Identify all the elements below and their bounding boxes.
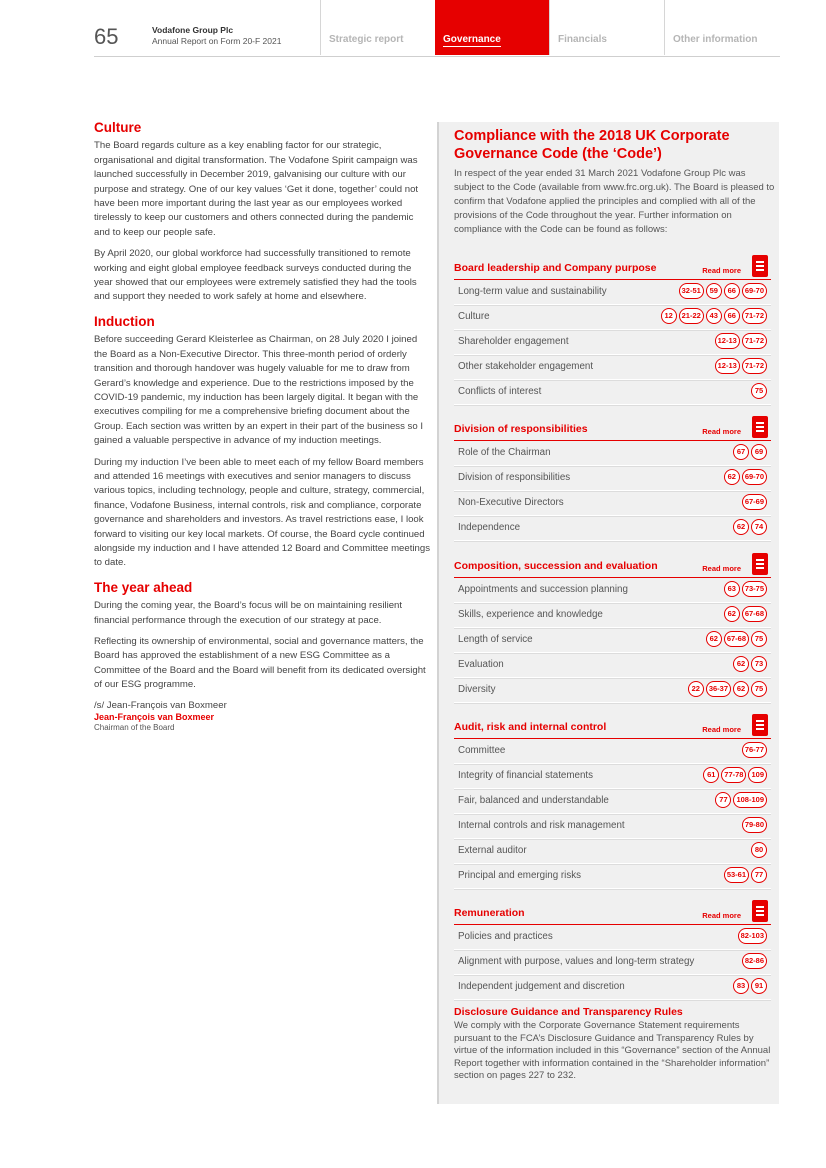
panel-intro: In respect of the year ended 31 March 2021 Vodafone Group Plc was subject to the Code (available from www.frc.org.uk). The Board is pleased to confirm that Vodafone applied the principles and complied with all of the provisions of the Code throughout the year. Further information on compliance with the Code can be found as follows: <box>454 168 775 235</box>
document-icon[interactable] <box>752 900 768 922</box>
section-header <box>454 255 771 280</box>
page-reference-badge[interactable]: 43 <box>706 308 722 324</box>
compliance-row <box>454 355 771 380</box>
page-reference-badge[interactable]: 108-109 <box>733 792 767 808</box>
row-label: Integrity of financial statements <box>458 770 594 781</box>
row-label: Other stakeholder engagement <box>458 361 594 372</box>
year-ahead-paragraph: During the coming year, the Board’s focus will be on maintaining resilient financial performance through the execution of our strategy at pace. <box>94 600 403 626</box>
compliance-row <box>454 491 771 516</box>
compliance-section <box>454 714 771 889</box>
page-reference-badge[interactable]: 71-72 <box>742 308 767 324</box>
read-more-link[interactable]: Read more <box>702 564 741 573</box>
compliance-row <box>454 975 771 1000</box>
row-label: Fair, balanced and understandable <box>458 795 609 806</box>
page-reference-badge[interactable]: 32-51 <box>679 283 704 299</box>
disclosure-heading: Disclosure Guidance and Transparency Rules <box>454 1006 683 1018</box>
compliance-row <box>454 925 771 950</box>
page-reference-badge[interactable]: 82-103 <box>738 928 767 944</box>
page-reference-badge[interactable]: 66 <box>724 308 740 324</box>
compliance-panel <box>437 122 779 1104</box>
page-reference-badge[interactable]: 83 <box>733 978 749 994</box>
page-reference-badge[interactable]: 74 <box>751 519 767 535</box>
compliance-row <box>454 516 771 541</box>
panel-title: Compliance with the 2018 UK Corporate Governance Code (the ‘Code’) <box>454 128 730 162</box>
compliance-row <box>454 441 771 466</box>
page-references <box>703 767 767 783</box>
page-references <box>679 283 767 299</box>
culture-paragraph: The Board regards culture as a key enabling factor for our strategic, organisational and digital transformation. The Vodafone Spirit campaign was launched successfully in December 2019, galvanising our culture with our purpose and strategy. One of our key values ‘Get it done, together’ could not have been more important during the last year as our employees worked tirelessly to keep our customers and others connected during the pandemic and to keep our people safe. <box>94 140 419 238</box>
page-reference-badge[interactable]: 91 <box>751 978 767 994</box>
compliance-section <box>454 553 771 703</box>
page-reference-badge[interactable]: 79-80 <box>742 817 767 833</box>
read-more-link[interactable]: Read more <box>702 266 741 275</box>
section-header <box>454 714 771 739</box>
page-reference-badge[interactable]: 69-70 <box>742 469 767 485</box>
tab-strategic-report[interactable] <box>320 0 435 55</box>
section-title: Composition, succession and evaluation <box>454 560 658 572</box>
page-reference-badge[interactable]: 59 <box>706 283 722 299</box>
read-more-link[interactable]: Read more <box>702 427 741 436</box>
page-reference-badge[interactable]: 67 <box>733 444 749 460</box>
page-reference-badge[interactable]: 53-61 <box>724 867 749 883</box>
disclosure-block <box>454 1006 774 1083</box>
compliance-row <box>454 305 771 330</box>
page-reference-badge[interactable]: 66 <box>724 283 740 299</box>
page-reference-badge[interactable]: 69-70 <box>742 283 767 299</box>
compliance-row <box>454 814 771 839</box>
compliance-row <box>454 603 771 628</box>
compliance-row <box>454 466 771 491</box>
page-reference-badge[interactable]: 63 <box>724 581 740 597</box>
page-references <box>724 606 767 622</box>
report-name: Annual Report on Form 20-F 2021 <box>152 36 282 46</box>
document-icon[interactable] <box>752 255 768 277</box>
page-references <box>742 494 767 510</box>
page-reference-badge[interactable]: 62 <box>733 681 749 697</box>
page-reference-badge[interactable]: 67-69 <box>742 494 767 510</box>
row-label: Appointments and succession planning <box>458 584 628 595</box>
section-title: Remuneration <box>454 907 525 919</box>
row-label: External auditor <box>458 845 527 856</box>
page-reference-badge[interactable]: 71-72 <box>742 333 767 349</box>
page-reference-badge[interactable]: 77 <box>715 792 731 808</box>
row-label: Principal and emerging risks <box>458 870 582 881</box>
compliance-row <box>454 864 771 889</box>
disclosure-text: We comply with the Corporate Governance Statement requirements pursuant to the FCA’s Disclosure Guidance and Transparency Rules by virtue of the information included in this “Governance” section of the Annual Report together with information contained in the “Shareholder information” section on pages 227 to 232. <box>454 1020 771 1081</box>
compliance-row <box>454 839 771 864</box>
page-reference-badge[interactable]: 76-77 <box>742 742 767 758</box>
page-references <box>733 978 767 994</box>
page-references <box>715 333 767 349</box>
row-label: Skills, experience and knowledge <box>458 609 603 620</box>
compliance-row <box>454 653 771 678</box>
page-reference-badge[interactable]: 77-78 <box>721 767 746 783</box>
row-label: Independent judgement and discretion <box>458 981 625 992</box>
induction-heading: Induction <box>94 313 155 329</box>
page-references <box>661 308 767 324</box>
row-label: Diversity <box>458 684 496 695</box>
row-label: Independence <box>458 522 521 533</box>
compliance-row <box>454 739 771 764</box>
compliance-row <box>454 380 771 405</box>
year-ahead-heading: The year ahead <box>94 579 193 595</box>
compliance-row <box>454 789 771 814</box>
row-label: Division of responsibilities <box>458 472 571 483</box>
page-references <box>733 519 767 535</box>
compliance-section <box>454 255 771 405</box>
signature-line: /s/ Jean-François van Boxmeer <box>94 699 227 711</box>
read-more-link[interactable]: Read more <box>702 911 741 920</box>
compliance-row <box>454 764 771 789</box>
page-reference-badge[interactable]: 21-22 <box>679 308 704 324</box>
page-header <box>94 0 780 57</box>
page-reference-badge[interactable]: 36-37 <box>706 681 731 697</box>
page-reference-badge[interactable]: 75 <box>751 383 767 399</box>
row-label: Role of the Chairman <box>458 447 551 458</box>
year-ahead-paragraph: Reflecting its ownership of environmental, social and governance matters, the Board has approved the establishment of a new ESG Committee as a Committee of the Board and the Board will benefit from its dedicated oversight of our ESG programme. <box>94 636 426 691</box>
page-references <box>742 953 767 969</box>
page-reference-badge[interactable]: 61 <box>703 767 719 783</box>
document-icon[interactable] <box>752 714 768 736</box>
page-reference-badge[interactable]: 109 <box>748 767 767 783</box>
page-references <box>738 928 767 944</box>
compliance-row <box>454 950 771 975</box>
page-references <box>724 867 767 883</box>
section-header <box>454 900 771 925</box>
document-icon[interactable] <box>752 416 768 438</box>
page-reference-badge[interactable]: 82-86 <box>742 953 767 969</box>
page-reference-badge[interactable]: 77 <box>751 867 767 883</box>
row-label: Long-term value and sustainability <box>458 286 607 297</box>
induction-paragraph: During my induction I’ve been able to meet each of my fellow Board members and attended 16 meetings with executives and senior managers to discuss various topics, including technology, people and culture, strategy, commercial, finance, Vodafone Business, internal controls, risk and compliance, corporate governance and shareholders and investors. As travel restrictions ease, I look forward to visiting our key local markets. Of course, the Board cycle continued alongside my induction and I have attended 12 Board and Committee meetings to date. <box>94 456 430 569</box>
culture-paragraph: By April 2020, our global workforce had successfully transitioned to remote working and eight global employee feedback surveys conducted during the year showed that our employees were extremely satisfied they had the tools and support they needed to work safely at home and elsewhere. <box>94 248 417 303</box>
section-title: Division of responsibilities <box>454 423 588 435</box>
section-header <box>454 416 771 441</box>
page-reference-badge[interactable]: 62 <box>733 656 749 672</box>
culture-heading: Culture <box>94 120 142 135</box>
compliance-row <box>454 678 771 703</box>
page-references <box>733 656 767 672</box>
page-reference-badge[interactable]: 75 <box>751 631 767 647</box>
page-reference-badge[interactable]: 75 <box>751 681 767 697</box>
page-reference-badge[interactable]: 12 <box>661 308 677 324</box>
signatory-role: Chairman of the Board <box>94 722 175 732</box>
page-references <box>742 742 767 758</box>
row-label: Internal controls and risk management <box>458 820 625 831</box>
compliance-row <box>454 578 771 603</box>
tab-label: Other information <box>673 34 758 45</box>
page-reference-badge[interactable]: 73 <box>751 656 767 672</box>
page-reference-badge[interactable]: 62 <box>724 606 740 622</box>
page-reference-badge[interactable]: 62 <box>706 631 722 647</box>
page-reference-badge[interactable]: 62 <box>724 469 740 485</box>
tab-label: Governance <box>443 34 501 45</box>
page-reference-badge[interactable]: 73-75 <box>742 581 767 597</box>
compliance-section <box>454 416 771 541</box>
document-icon[interactable] <box>752 553 768 575</box>
company-name: Vodafone Group Plc <box>152 25 234 35</box>
page-references <box>751 383 767 399</box>
compliance-row <box>454 628 771 653</box>
page-references <box>706 631 767 647</box>
section-title: Audit, risk and internal control <box>454 721 607 733</box>
tab-other-information[interactable] <box>664 0 780 55</box>
page-references <box>688 681 767 697</box>
page-reference-badge[interactable]: 22 <box>688 681 704 697</box>
page-references <box>724 469 767 485</box>
page-reference-badge[interactable]: 62 <box>733 519 749 535</box>
row-label: Committee <box>458 745 506 756</box>
page-reference-badge[interactable]: 12-13 <box>715 333 740 349</box>
signatory-name: Jean-François van Boxmeer <box>94 711 215 722</box>
compliance-row <box>454 280 771 305</box>
page-reference-badge[interactable]: 12-13 <box>715 358 740 374</box>
page-references <box>751 842 767 858</box>
page-reference-badge[interactable]: 67-68 <box>724 631 749 647</box>
row-label: Policies and practices <box>458 931 553 942</box>
row-label: Non-Executive Directors <box>458 497 564 508</box>
row-label: Alignment with purpose, values and long-term strategy <box>458 956 695 967</box>
page-reference-badge[interactable]: 80 <box>751 842 767 858</box>
tab-label: Strategic report <box>329 34 404 45</box>
section-header <box>454 553 771 578</box>
page-reference-badge[interactable]: 69 <box>751 444 767 460</box>
left-column <box>94 121 430 733</box>
compliance-section <box>454 900 771 1000</box>
row-label: Conflicts of interest <box>458 386 542 397</box>
induction-paragraph: Before succeeding Gerard Kleisterlee as Chairman, on 28 July 2020 I joined the Board as a Non-Executive Director. This three-month period of orderly transition and thorough handover was hugely valuable for me to draw from Gerard’s knowledge and experience. Due to the restrictions imposed by the COVID-19 pandemic, my induction has been largely digital. It began with the executives compiling for me a comprehensive briefing document about the Group. Each section was written by an expert in their part of the business so I gained a valuable perspective in advance of my induction meetings. <box>94 334 424 447</box>
tab-label: Financials <box>558 34 607 45</box>
row-label: Shareholder engagement <box>458 336 569 347</box>
row-label: Evaluation <box>458 659 504 670</box>
page-references <box>715 358 767 374</box>
read-more-link[interactable]: Read more <box>702 725 741 734</box>
page-references <box>715 792 767 808</box>
tab-governance[interactable] <box>435 0 549 55</box>
page-reference-badge[interactable]: 67-68 <box>742 606 767 622</box>
row-label: Culture <box>458 311 490 322</box>
company-block <box>152 25 281 47</box>
page-number: 65 <box>94 24 119 49</box>
page-reference-badge[interactable]: 71-72 <box>742 358 767 374</box>
tab-financials[interactable] <box>549 0 664 55</box>
compliance-row <box>454 330 771 355</box>
row-label: Length of service <box>458 634 533 645</box>
page-references <box>724 581 767 597</box>
page-references <box>733 444 767 460</box>
page-references <box>742 817 767 833</box>
section-title: Board leadership and Company purpose <box>454 262 657 274</box>
